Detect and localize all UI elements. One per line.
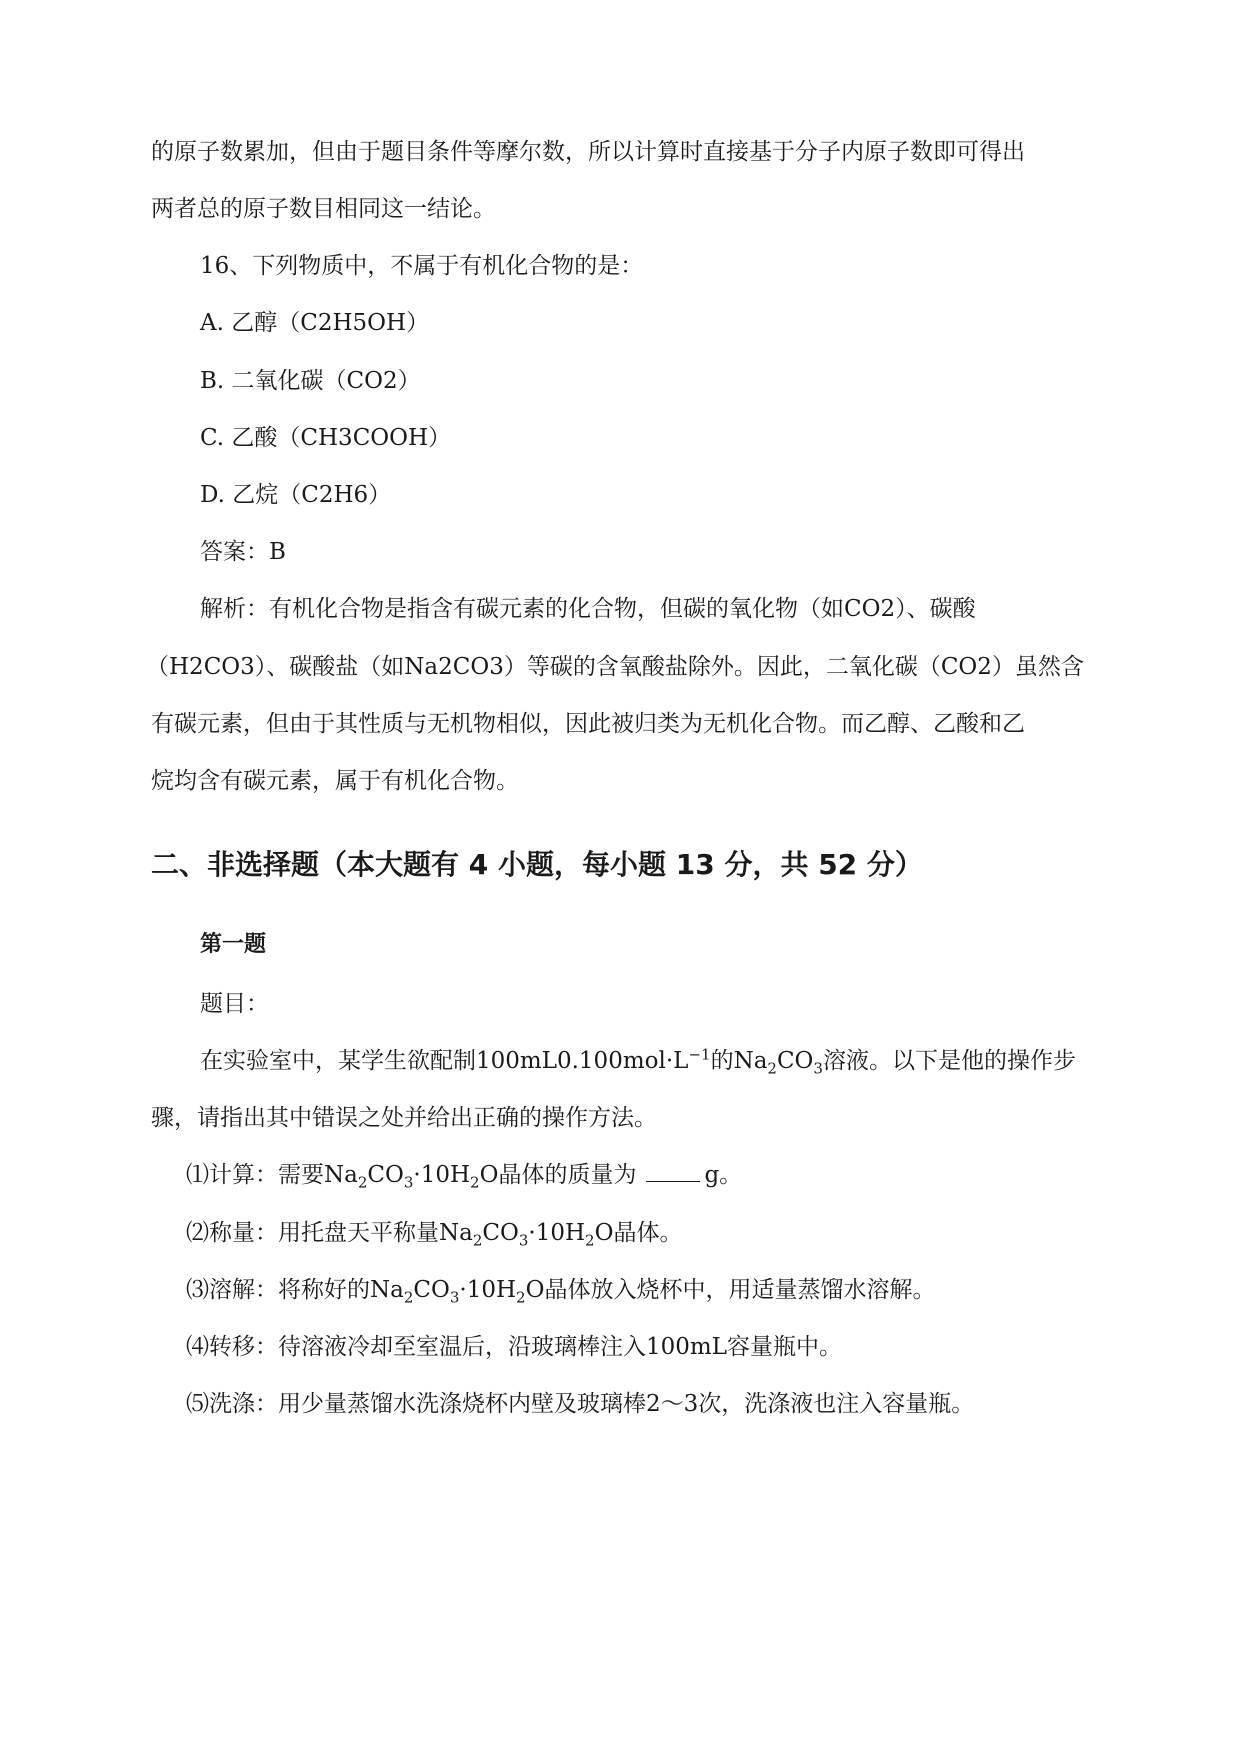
- step-1-text-c: ·10H: [413, 1162, 471, 1188]
- intro-text-b: 的Na: [710, 1048, 768, 1074]
- step-3: [186, 1275, 935, 1305]
- step-1-text-e: g。: [704, 1162, 743, 1188]
- intro-superscript: −1: [688, 1045, 711, 1064]
- step-1-text-d: O晶体的质量为: [479, 1162, 637, 1188]
- intro-text-d: 溶液。以下是他的操作步: [822, 1048, 1076, 1074]
- step-2-sub-a: 2: [472, 1231, 483, 1250]
- question-16-stem: 16、下列物质中，不属于有机化合物的是：: [200, 253, 644, 279]
- step-3-text-a: ⑶溶解：将称好的Na: [186, 1277, 404, 1303]
- step-1: [186, 1160, 742, 1190]
- step-3-sub-c: 2: [516, 1288, 526, 1307]
- step-3-text-d: O晶体放入烧杯中，用适量蒸馏水溶解。: [525, 1277, 936, 1303]
- step-3-sub-a: 2: [403, 1288, 414, 1307]
- analysis-line-4: 烷均含有碳元素，属于有机化合物。: [151, 768, 519, 794]
- option-b: B. 二氧化碳（CO2）: [200, 368, 421, 394]
- step-2-sub-c: 2: [585, 1231, 595, 1250]
- step-2: [186, 1218, 682, 1248]
- analysis-line-1: 解析：有机化合物是指含有碳元素的化合物，但碳的氧化物（如CO2）、碳酸: [200, 596, 976, 622]
- question-intro-line-2: 骤，请指出其中错误之处并给出正确的操作方法。: [151, 1105, 657, 1131]
- step-1-sub-c: 2: [470, 1173, 480, 1192]
- step-3-text-b: CO: [413, 1277, 450, 1303]
- step-2-text-d: O晶体。: [594, 1220, 683, 1246]
- analysis-line-2: （H2CO3）、碳酸盐（如Na2CO3）等碳的含氧酸盐除外。因此，二氧化碳（CO2）虽然含: [146, 654, 1084, 680]
- option-c: C. 乙酸（CH3COOH）: [200, 425, 452, 451]
- step-4: ⑷转移：待溶液冷却至室温后，沿玻璃棒注入100mL容量瓶中。: [186, 1334, 842, 1360]
- intro-subscript-2: 3: [813, 1059, 823, 1078]
- intro-subscript-1: 2: [767, 1059, 777, 1078]
- continuation-line-1: 的原子数累加，但由于题目条件等摩尔数，所以计算时直接基于分子内原子数即可得出: [151, 139, 1025, 165]
- answer-blank[interactable]: [646, 1163, 700, 1182]
- step-2-text-c: ·10H: [528, 1220, 586, 1246]
- option-d: D. 乙烷（C2H6）: [200, 482, 392, 508]
- step-3-sub-b: 3: [449, 1288, 460, 1307]
- answer: 答案：B: [200, 539, 286, 565]
- step-2-text-b: CO: [482, 1220, 519, 1246]
- question-label: 题目：: [200, 991, 269, 1017]
- step-2-text-a: ⑵称量：用托盘天平称量Na: [186, 1220, 473, 1246]
- step-2-sub-b: 3: [518, 1231, 529, 1250]
- section-heading: 二、非选择题（本大题有 4 小题，每小题 13 分，共 52 分）: [151, 848, 923, 881]
- step-5: ⑸洗涤：用少量蒸馏水洗涤烧杯内壁及玻璃棒2～3次，洗涤液也注入容量瓶。: [186, 1391, 975, 1417]
- intro-text-c: CO: [776, 1048, 814, 1074]
- option-a: A. 乙醇（C2H5OH）: [200, 310, 430, 336]
- step-1-text-b: CO: [367, 1162, 404, 1188]
- intro-text-a: 在实验室中，某学生欲配制100mL0.100mol·L: [200, 1048, 689, 1074]
- continuation-line-2: 两者总的原子数目相同这一结论。: [151, 196, 496, 222]
- analysis-line-3: 有碳元素，但由于其性质与无机物相似，因此被归类为无机化合物。而乙醇、乙酸和乙: [151, 711, 1025, 737]
- question-1-title: 第一题: [200, 932, 267, 957]
- step-1-sub-a: 2: [357, 1173, 368, 1192]
- step-1-sub-b: 3: [403, 1173, 414, 1192]
- step-1-text-a: ⑴计算：需要Na: [186, 1162, 358, 1188]
- question-intro-line-1: [200, 1046, 1076, 1076]
- step-3-text-c: ·10H: [459, 1277, 517, 1303]
